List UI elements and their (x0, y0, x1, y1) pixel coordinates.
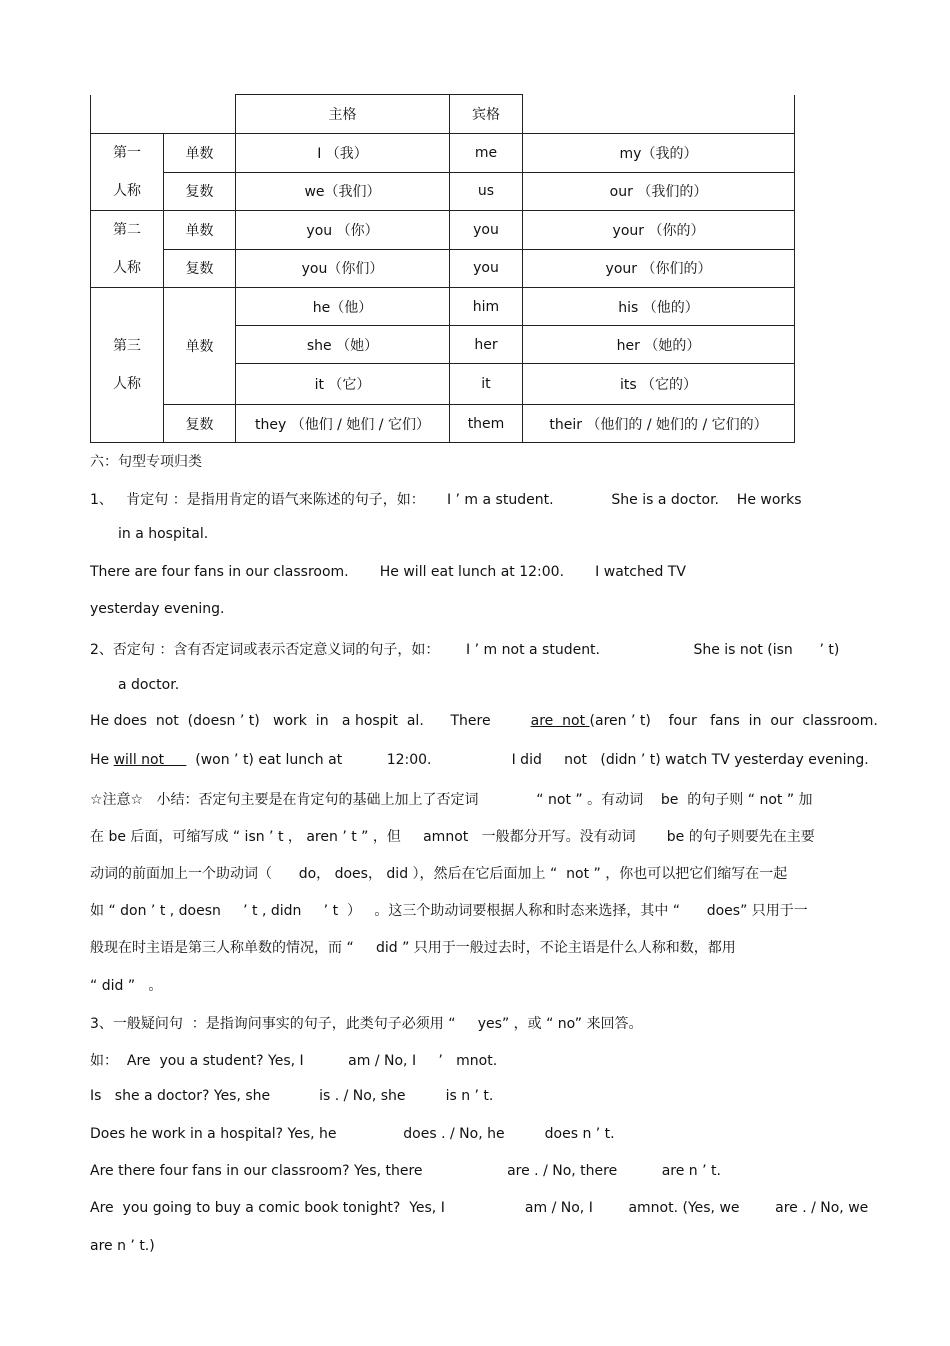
text-line (90, 752, 869, 768)
table-header-row (91, 95, 795, 134)
text-line: Is she a doctor? Yes, she is . / No, she is n ’ t. (90, 1088, 494, 1104)
possessive-cell: his （他的） (523, 288, 795, 326)
subject-cell: you （你） (236, 211, 450, 250)
header-blank-number (164, 95, 236, 134)
text-line (90, 713, 878, 729)
text-line: are n ’ t.) (90, 1238, 155, 1254)
possessive-cell: our （我们的） (523, 172, 795, 211)
number-cell: 复数 (164, 249, 236, 288)
text-line: 3、一般疑问句 ：是指询问事实的句子，此类句子必须用 “ yes” ，或 “ no” 来回答。 (90, 1016, 643, 1032)
text-segment: (won ’ t) eat lunch at 12:00. I did not (didn ’ t) watch TV yesterday evening. (186, 752, 869, 768)
header-subject: 主格 (236, 95, 450, 134)
text-segment: (aren ’ t) four fans in our classroom. (589, 713, 878, 729)
subject-cell: they （他们 / 她们 / 它们） (236, 405, 450, 443)
subject-cell: I （我） (236, 134, 450, 173)
object-cell: him (450, 288, 523, 326)
number-cell: 单数 (164, 211, 236, 250)
number-cell: 单数 (164, 288, 236, 405)
person-first-label (91, 134, 164, 211)
underlined-text: are not (530, 713, 590, 729)
object-cell: us (450, 172, 523, 211)
number-cell: 复数 (164, 172, 236, 211)
underlined-text: will not (113, 752, 187, 768)
table-row (91, 405, 795, 443)
object-cell: them (450, 405, 523, 443)
subject-cell: we（我们） (236, 172, 450, 211)
text-line: “ did ” 。 (90, 978, 163, 994)
text-line: Are there four fans in our classroom? Yes, there are . / No, there are n ’ t. (90, 1163, 721, 1179)
person-label-line: 人称 (113, 183, 141, 199)
table-row (91, 172, 795, 211)
text-line: Does he work in a hospital? Yes, he does . / No, he does n ’ t. (90, 1126, 615, 1142)
object-cell: it (450, 364, 523, 405)
object-cell: her (450, 326, 523, 364)
text-line: 如： Are you a student? Yes, I am / No, I ’ mnot. (90, 1053, 498, 1069)
subject-cell: it （它） (236, 364, 450, 405)
text-line: in a hospital. (118, 526, 209, 542)
table-row (91, 288, 795, 326)
person-label-line: 人称 (113, 376, 141, 392)
text-line: ☆注意☆ 小结：否定句主要是在肯定句的基础上加上了否定词 “ not ” 。有动词 be 的句子则 “ not ” 加 (90, 792, 813, 808)
section-title: 六：句型专项归类 (90, 454, 202, 470)
person-label-line: 第二 (113, 222, 141, 238)
text-line: 动词的前面加上一个助动词（ do， does， did ），然后在它后面加上 “ not ” ，你也可以把它们缩写在一起 (90, 866, 788, 882)
text-line: 般现在时主语是第三人称单数的情况，而 “ did ” 只用于一般过去时，不论主语是什么人称和数，都用 (90, 940, 736, 956)
text-line: 在 be 后面，可缩写成 “ isn ’ t ， aren ’ t ” ，但 amnot 一般都分开写。没有动词 be 的句子则要先在主要 (90, 829, 815, 845)
subject-cell: she （她） (236, 326, 450, 364)
text-line: Are you going to buy a comic book tonight? Yes, I am / No, I amnot. (Yes, we are . / No, we (90, 1200, 869, 1216)
person-label-line: 人称 (113, 260, 141, 276)
person-third-label (91, 288, 164, 443)
table-row (91, 249, 795, 288)
possessive-cell: your （你们的） (523, 249, 795, 288)
person-label-line: 第三 (113, 338, 141, 354)
header-blank-person (91, 95, 164, 134)
subject-cell: you（你们） (236, 249, 450, 288)
header-object: 宾格 (450, 95, 523, 134)
subject-cell: he（他） (236, 288, 450, 326)
text-line: There are four fans in our classroom. He will eat lunch at 12:00. I watched TV (90, 564, 686, 580)
text-line: 2、否定句 ：含有否定词或表示否定意义词的句子，如： I ’ m not a student. She is not (isn ’ t) (90, 642, 840, 658)
object-cell: me (450, 134, 523, 173)
text-line: 如 “ don ’ t , doesn ’ t , didn ’ t ） 。这三个助动词要根据人称和时态来选择，其中 “ does” 只用于一 (90, 903, 808, 919)
number-cell: 复数 (164, 405, 236, 443)
table-row (91, 134, 795, 173)
possessive-cell: its （它的） (523, 364, 795, 405)
object-cell: you (450, 249, 523, 288)
text-line: 1、 肯定句 ：是指用肯定的语气来陈述的句子，如： I ’ m a student. She is a doctor. He works (90, 492, 802, 508)
possessive-cell: your （你的） (523, 211, 795, 250)
text-segment: He (90, 752, 114, 768)
person-label-line: 第一 (113, 145, 141, 161)
pronoun-table (90, 94, 795, 443)
table-row (91, 211, 795, 250)
text-segment: He does not (doesn ’ t) work in a hospit al. There (90, 713, 531, 729)
possessive-cell: my（我的） (523, 134, 795, 173)
possessive-cell: their （他们的 / 她们的 / 它们的） (523, 405, 795, 443)
object-cell: you (450, 211, 523, 250)
number-cell: 单数 (164, 134, 236, 173)
text-line: a doctor. (118, 677, 180, 693)
possessive-cell: her （她的） (523, 326, 795, 364)
person-second-label (91, 211, 164, 288)
text-line: yesterday evening. (90, 601, 225, 617)
header-blank-possessive (523, 95, 795, 134)
